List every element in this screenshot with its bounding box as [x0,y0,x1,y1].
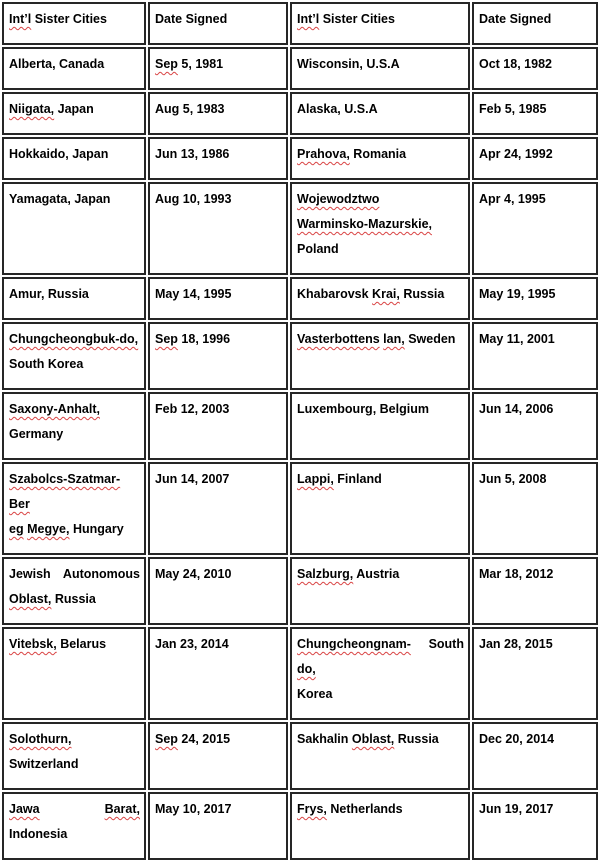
misspelled-word: Vasterbottens [297,332,380,346]
city-cell [290,322,470,390]
misspelled-word: Krai, [372,287,400,301]
table-row [2,47,598,90]
cell-line [9,517,140,542]
word: Autonomous [62,567,140,581]
word: 18, 1996 [181,332,231,346]
word: Belarus [60,637,107,651]
word: Jun 14, 2006 [479,402,554,416]
cell-line [155,187,282,212]
misspelled-word: Barat, [104,802,140,816]
table-row [2,462,598,555]
cell-line [9,397,140,422]
word: Japan [57,102,94,116]
city-cell [2,182,146,275]
cell-line [155,142,282,167]
date-signed-cell [148,557,288,625]
misspelled-word: Lappi, [297,472,334,486]
city-cell [2,627,146,720]
cell-line [155,467,282,492]
misspelled-word: Vitebsk, [9,637,57,651]
table-row [2,557,598,625]
word: Wisconsin, U.S.A [297,57,400,71]
misspelled-word: eg [9,522,24,536]
cell-line [9,52,140,77]
misspelled-word: Szabolcs-Szatmar-Ber [9,472,121,511]
date-signed-cell [472,627,598,720]
cell-line [155,52,282,77]
word: Jun 5, 2008 [479,472,547,486]
misspelled-word: Oblast, [351,732,395,746]
date-signed-cell [472,392,598,460]
misspelled-word: Chungcheongnam-do, [297,637,411,676]
city-cell [2,557,146,625]
word: Sakhalin [297,732,349,746]
word: Sister Cities [322,12,395,26]
cell-line [9,752,140,777]
city-cell [2,277,146,320]
date-signed-cell [472,92,598,135]
word: Korea [297,687,333,701]
cell-line [155,727,282,752]
date-signed-cell [472,47,598,90]
misspelled-word: Prahova, [297,147,350,161]
city-cell [290,392,470,460]
word: Germany [9,427,64,441]
cell-line [479,797,592,822]
date-signed-cell [472,137,598,180]
misspelled-word: Sep [155,732,178,746]
cell-line [155,397,282,422]
cell-line [9,467,140,517]
word: Austria [356,567,400,581]
word: Jun 13, 1986 [155,147,230,161]
cell-line [9,562,140,587]
word: Russia [397,732,439,746]
misspelled-word: Oblast, [9,592,52,606]
city-cell [2,392,146,460]
cell-line [155,562,282,587]
cell-line [9,142,140,167]
word: Feb 5, 1985 [479,102,547,116]
date-signed-cell [148,47,288,90]
cell-line [297,467,464,492]
cell-line [155,327,282,352]
word: Luxembourg, Belgium [297,402,429,416]
cell-line [155,797,282,822]
cell-line [479,727,592,752]
date-signed-cell [472,277,598,320]
word: 24, 2015 [181,732,231,746]
word: May 14, 1995 [155,287,232,301]
date-signed-cell [472,722,598,790]
misspelled-word: Niigata, [9,102,55,116]
cell-line [297,142,464,167]
cell-line [9,352,140,377]
header-cell [472,2,598,45]
cell-line [297,282,464,307]
header-row [2,2,598,45]
cell-line [479,327,592,352]
header-cell [2,2,146,45]
cell-line [9,822,140,847]
word: Oct 18, 1982 [479,57,552,71]
word: Alberta, Canada [9,57,105,71]
cell-line [9,422,140,447]
table-row [2,627,598,720]
header-cell [148,2,288,45]
city-cell [290,627,470,720]
table-row [2,322,598,390]
city-cell [290,47,470,90]
table-row [2,277,598,320]
date-signed-cell [148,277,288,320]
word: May 19, 1995 [479,287,556,301]
word: Amur, Russia [9,287,89,301]
misspelled-word: Sep [155,57,178,71]
word: May 24, 2010 [155,567,232,581]
cell-line [479,7,592,32]
misspelled-word: Int’l [297,12,320,26]
word: Hungary [72,522,124,536]
misspelled-word: Salzburg, [297,567,354,581]
word: Date Signed [155,12,228,26]
word: Yamagata, Japan [9,192,111,206]
misspelled-word: lan, [383,332,405,346]
misspelled-word: Jawa [9,802,40,816]
word: Mar 18, 2012 [479,567,554,581]
cell-line [297,562,464,587]
word: Apr 4, 1995 [479,192,546,206]
cell-line [479,282,592,307]
word: Sweden [408,332,456,346]
date-signed-cell [472,792,598,860]
word: Finland [337,472,382,486]
word: Netherlands [330,802,403,816]
city-cell [290,182,470,275]
misspelled-word: Chungcheongbuk-do, [9,332,139,346]
city-cell [290,792,470,860]
cell-line [297,727,464,752]
city-cell [2,322,146,390]
cell-line [9,727,140,752]
date-signed-cell [472,182,598,275]
misspelled-word: Megye, [27,522,70,536]
cell-line [9,187,140,212]
word: Indonesia [9,827,68,841]
date-signed-cell [148,462,288,555]
cell-line [297,212,464,237]
misspelled-word: Warminsko-Mazurskie, [297,217,432,231]
cell-line [297,797,464,822]
cell-line [297,682,464,707]
misspelled-word: Saxony-Anhalt, [9,402,100,416]
cell-line [297,632,464,682]
cell-line [297,7,464,32]
date-signed-cell [148,792,288,860]
cell-line [479,97,592,122]
city-cell [290,92,470,135]
date-signed-cell [148,137,288,180]
cell-line [9,632,140,657]
city-cell [290,137,470,180]
city-cell [2,722,146,790]
word: Russia [54,592,96,606]
cell-line [479,467,592,492]
cell-line [479,187,592,212]
word: May 11, 2001 [479,332,555,346]
cell-line [479,52,592,77]
table-row [2,792,598,860]
word: Russia [403,287,445,301]
word: Hokkaido, Japan [9,147,109,161]
city-cell [290,462,470,555]
date-signed-cell [148,722,288,790]
word: Poland [297,242,339,256]
word: Jun 14, 2007 [155,472,230,486]
word: South [428,637,464,651]
word: May 10, 2017 [155,802,232,816]
date-signed-cell [472,322,598,390]
cell-line [297,187,464,212]
city-cell [290,557,470,625]
cell-line [297,237,464,262]
misspelled-word: Int’l [9,12,32,26]
city-cell [2,47,146,90]
date-signed-cell [148,627,288,720]
date-signed-cell [472,557,598,625]
cell-line [9,327,140,352]
cell-line [297,327,464,352]
word: Alaska, U.S.A [297,102,378,116]
word: Jan 28, 2015 [479,637,553,651]
city-cell [290,277,470,320]
table-row [2,722,598,790]
city-cell [2,462,146,555]
word: Aug 5, 1983 [155,102,225,116]
word: Sister Cities [34,12,107,26]
cell-line [9,282,140,307]
cell-line [297,97,464,122]
cell-line [479,562,592,587]
cell-line [297,52,464,77]
table-row [2,182,598,275]
word: 5, 1981 [181,57,224,71]
table-row [2,137,598,180]
cell-line [9,797,140,822]
header-cell [290,2,470,45]
city-cell [290,722,470,790]
word: Dec 20, 2014 [479,732,555,746]
word: Jan 23, 2014 [155,637,229,651]
cell-line [479,632,592,657]
misspelled-word: Solothurn, [9,732,72,746]
date-signed-cell [472,462,598,555]
word: Apr 24, 1992 [479,147,553,161]
date-signed-cell [148,182,288,275]
date-signed-cell [148,392,288,460]
misspelled-word: Frys, [297,802,327,816]
word: Jewish [9,567,51,581]
word: Switzerland [9,757,79,771]
date-signed-cell [148,322,288,390]
cell-line [155,282,282,307]
city-cell [2,137,146,180]
word: Date Signed [479,12,552,26]
word: South Korea [9,357,84,371]
cell-line [9,7,140,32]
cell-line [479,397,592,422]
word: Aug 10, 1993 [155,192,232,206]
cell-line [479,142,592,167]
cell-line [155,632,282,657]
cell-line [9,587,140,612]
word: Romania [353,147,407,161]
table-body [2,2,598,860]
table-row [2,92,598,135]
city-cell [2,792,146,860]
cell-line [297,397,464,422]
word: Jun 19, 2017 [479,802,554,816]
city-cell [2,92,146,135]
word: Khabarovsk [297,287,369,301]
cell-line [155,97,282,122]
misspelled-word: Sep [155,332,178,346]
cell-line [155,7,282,32]
word: Feb 12, 2003 [155,402,230,416]
misspelled-word: Wojewodztwo [297,192,380,206]
table-row [2,392,598,460]
cell-line [9,97,140,122]
date-signed-cell [148,92,288,135]
